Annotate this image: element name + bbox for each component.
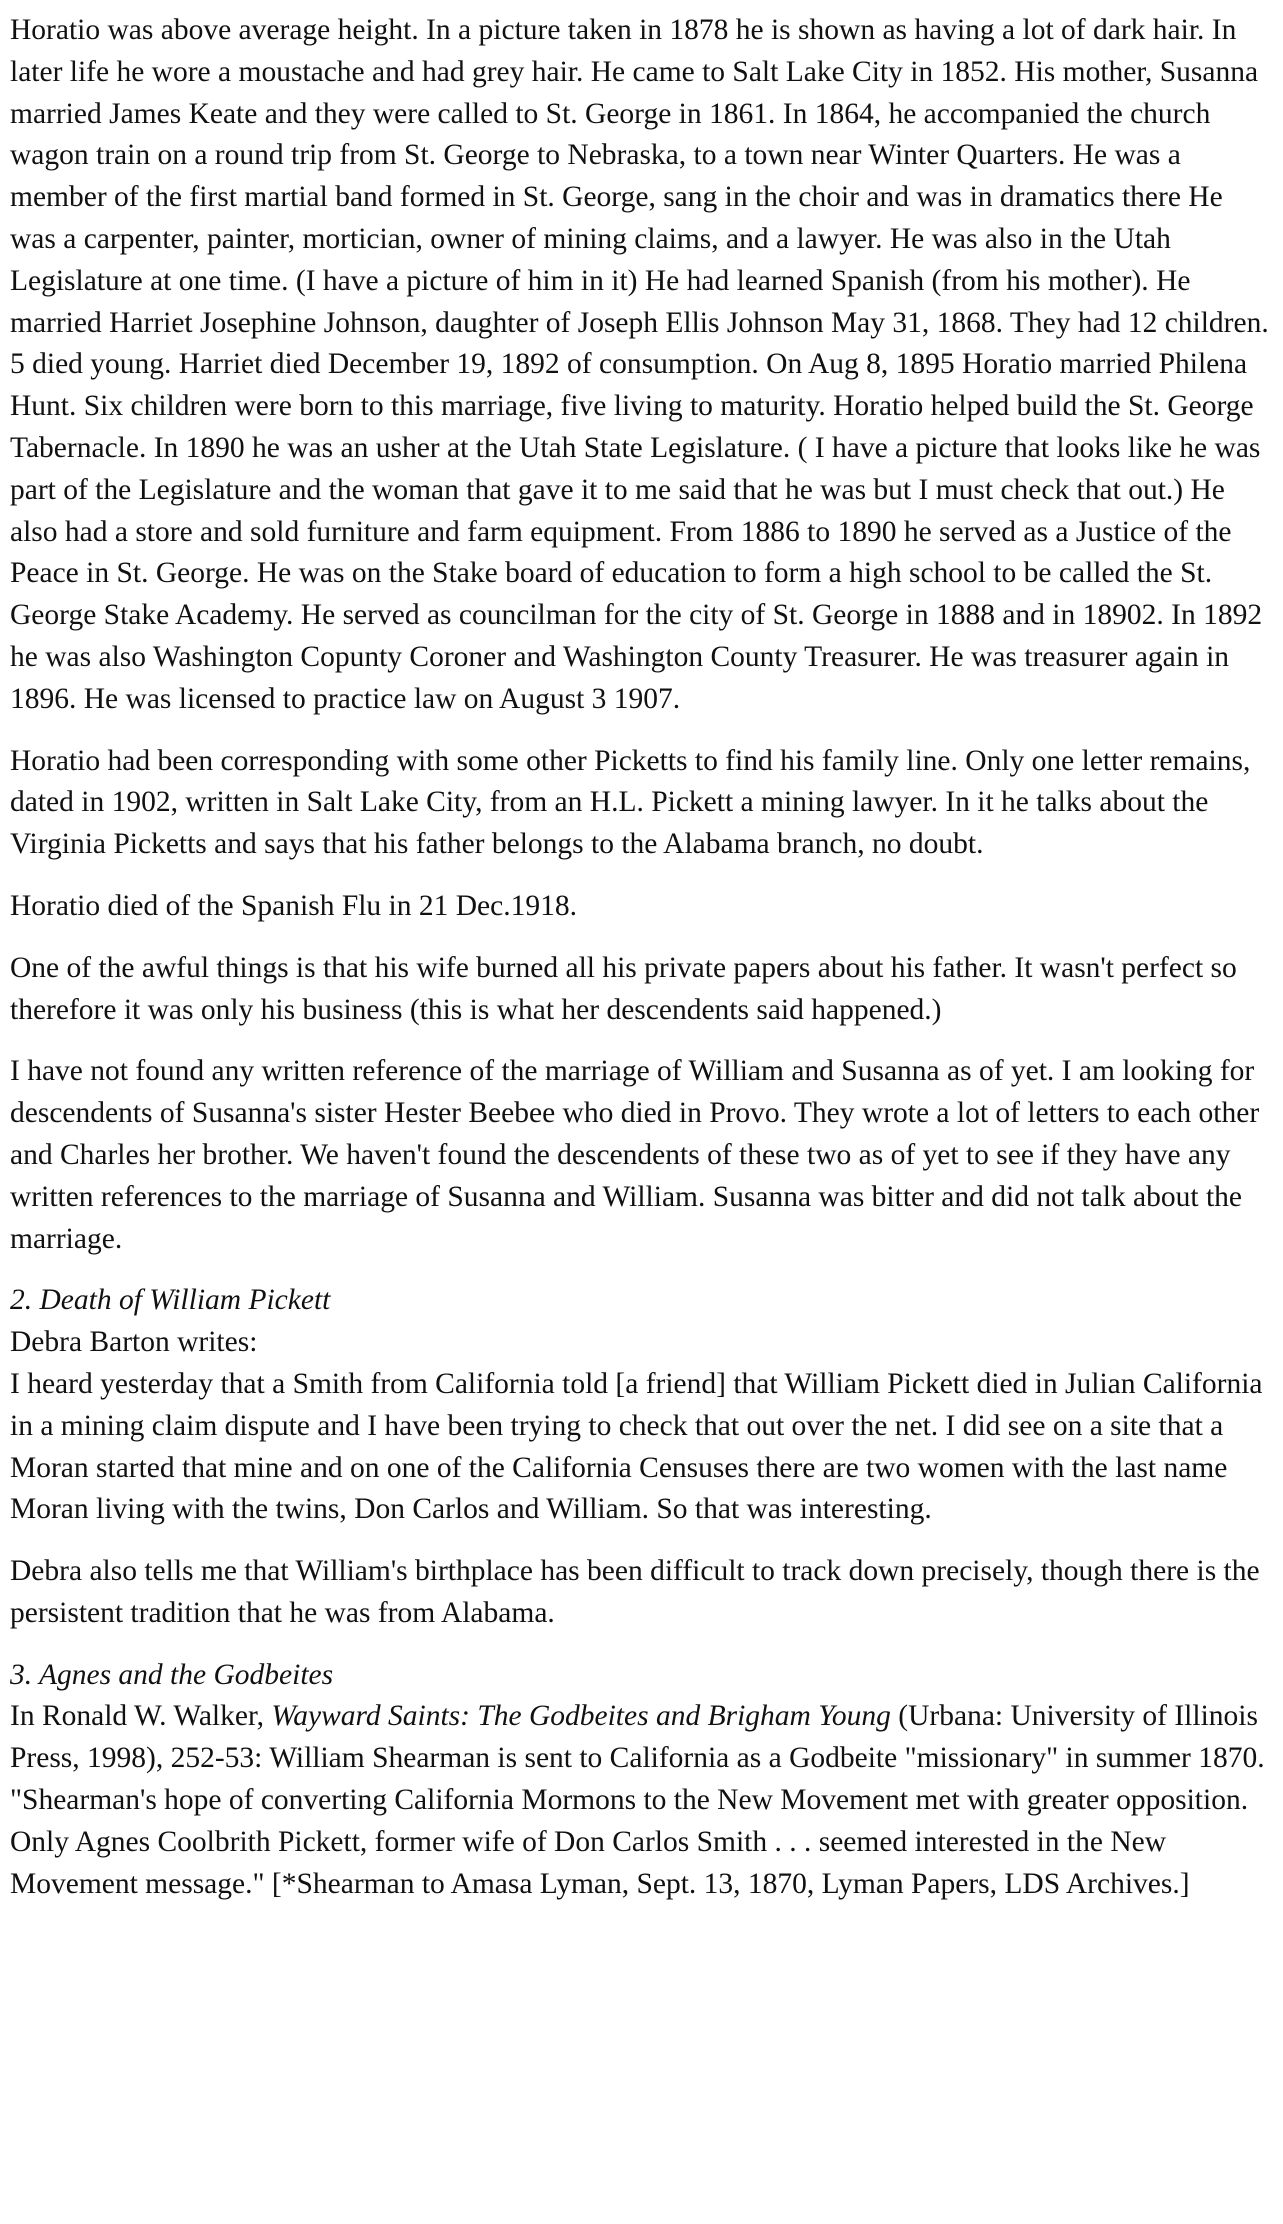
section-death-of-william [10,1280,1273,1531]
section-heading-death-of-william: 2. Death of William Pickett [10,1284,331,1317]
paragraph-horatio-biography: Horatio was above average height. In a picture taken in 1878 he is shown as having a lot of dark hair. In later life he wore a moustache and had grey hair. He came to Salt Lake City in 1852. His mother, Susanna married James Keate and they were called to St. George in 1861. In 1864, he accompanied the church wagon train on a round trip from St. George to Nebraska, to a town near Winter Quarters. He was a member of the first martial band formed in St. George, sang in the choir and was in dramatics there He was a carpenter, painter, mortician, owner of mining claims, and a lawyer. He was also in the Utah Legislature at one time. (I have a picture of him in it) He had learned Spanish (from his mother). He married Harriet Josephine Johnson, daughter of Joseph Ellis Johnson May 31, 1868. They had 12 children. 5 died young. Harriet died December 19, 1892 of consumption. On Aug 8, 1895 Horatio married Philena Hunt. Six children were born to this marriage, five living to maturity. Horatio helped build the St. George Tabernacle. In 1890 he was an usher at the Utah State Legislature. ( I have a picture that looks like he was part of the Legislature and the woman that gave it to me said that he was but I must check that out.) He also had a store and sold furniture and farm equipment. From 1886 to 1890 he served as a Justice of the Peace in St. George. He was on the Stake board of education to form a high school to be called the St. George Stake Academy. He served as councilman for the city of St. George in 1888 and in 18902. In 1892 he was also Washington Copunty Coroner and Washington County Treasurer. He was treasurer again in 1896. He was licensed to practice law on August 3 1907. [10,14,1269,715]
paragraph-birthplace-tradition: Debra also tells me that William's birthplace has been difficult to track down precisely, though there is the persistent tradition that he was from Alabama. [10,1555,1260,1629]
paragraph-burned-papers: One of the awful things is that his wife burned all his private papers about his father. It wasn't perfect so therefore it was only his business (this is what her descendents said happened.) [10,951,1237,1026]
paragraph-marriage-reference: I have not found any written reference of the marriage of William and Susanna as of yet. I am looking for descendents of Susanna's sister Hester Beebee who died in Provo. They wrote a lot of letters to each other and Charles her brother. We haven't found the descendents of these two as of yet to see if they have any written references to the marriage of Susanna and William. Susanna was bitter and did not talk about the marriage. [10,1055,1260,1255]
byline-debra-barton: Debra Barton writes: [10,1326,258,1359]
paragraph-horatio-death: Horatio died of the Spanish Flu in 21 Dec.1918. [10,889,577,922]
book-title: Wayward Saints: The Godbeites and Brigham Young [271,1700,891,1733]
citation-intro: In Ronald W. Walker, [10,1700,272,1733]
citation-body: (Urbana: University of Illinois Press, 1998), 252-53: William Shearman is sent to California as a Godbeite "missionary" in summer 1870. "Shearman's hope of converting California Mormons to the New Movement met with greater opposition. Only Agnes Coolbrith Pickett, former wife of Don Carlos Smith . . . seemed interested in the New Movement message." [*Shearman to Amasa Lyman, Sept. 13, 1870, Lyman Papers, LDS Archives.] [10,1700,1265,1900]
paragraph-julian-california: I heard yesterday that a Smith from California told [a friend] that William Pickett died in Julian California in a mining claim dispute and I have been trying to check that out over the net. I did see on a site that a Moran started that mine and on one of the California Censuses there are two women with the last name Moran living with the twins, Don Carlos and William. So that was interesting. [10,1367,1263,1526]
paragraph-family-line-letter: Horatio had been corresponding with some other Picketts to find his family line. Only one letter remains, dated in 1902, written in Salt Lake City, from an H.L. Pickett a mining lawyer. In it he talks about the Virginia Picketts and says that his father belongs to the Alabama branch, no doubt. [10,744,1251,861]
section-heading-agnes-godbeites: 3. Agnes and the Godbeites [10,1658,334,1691]
section-agnes-godbeites [10,1655,1273,1906]
